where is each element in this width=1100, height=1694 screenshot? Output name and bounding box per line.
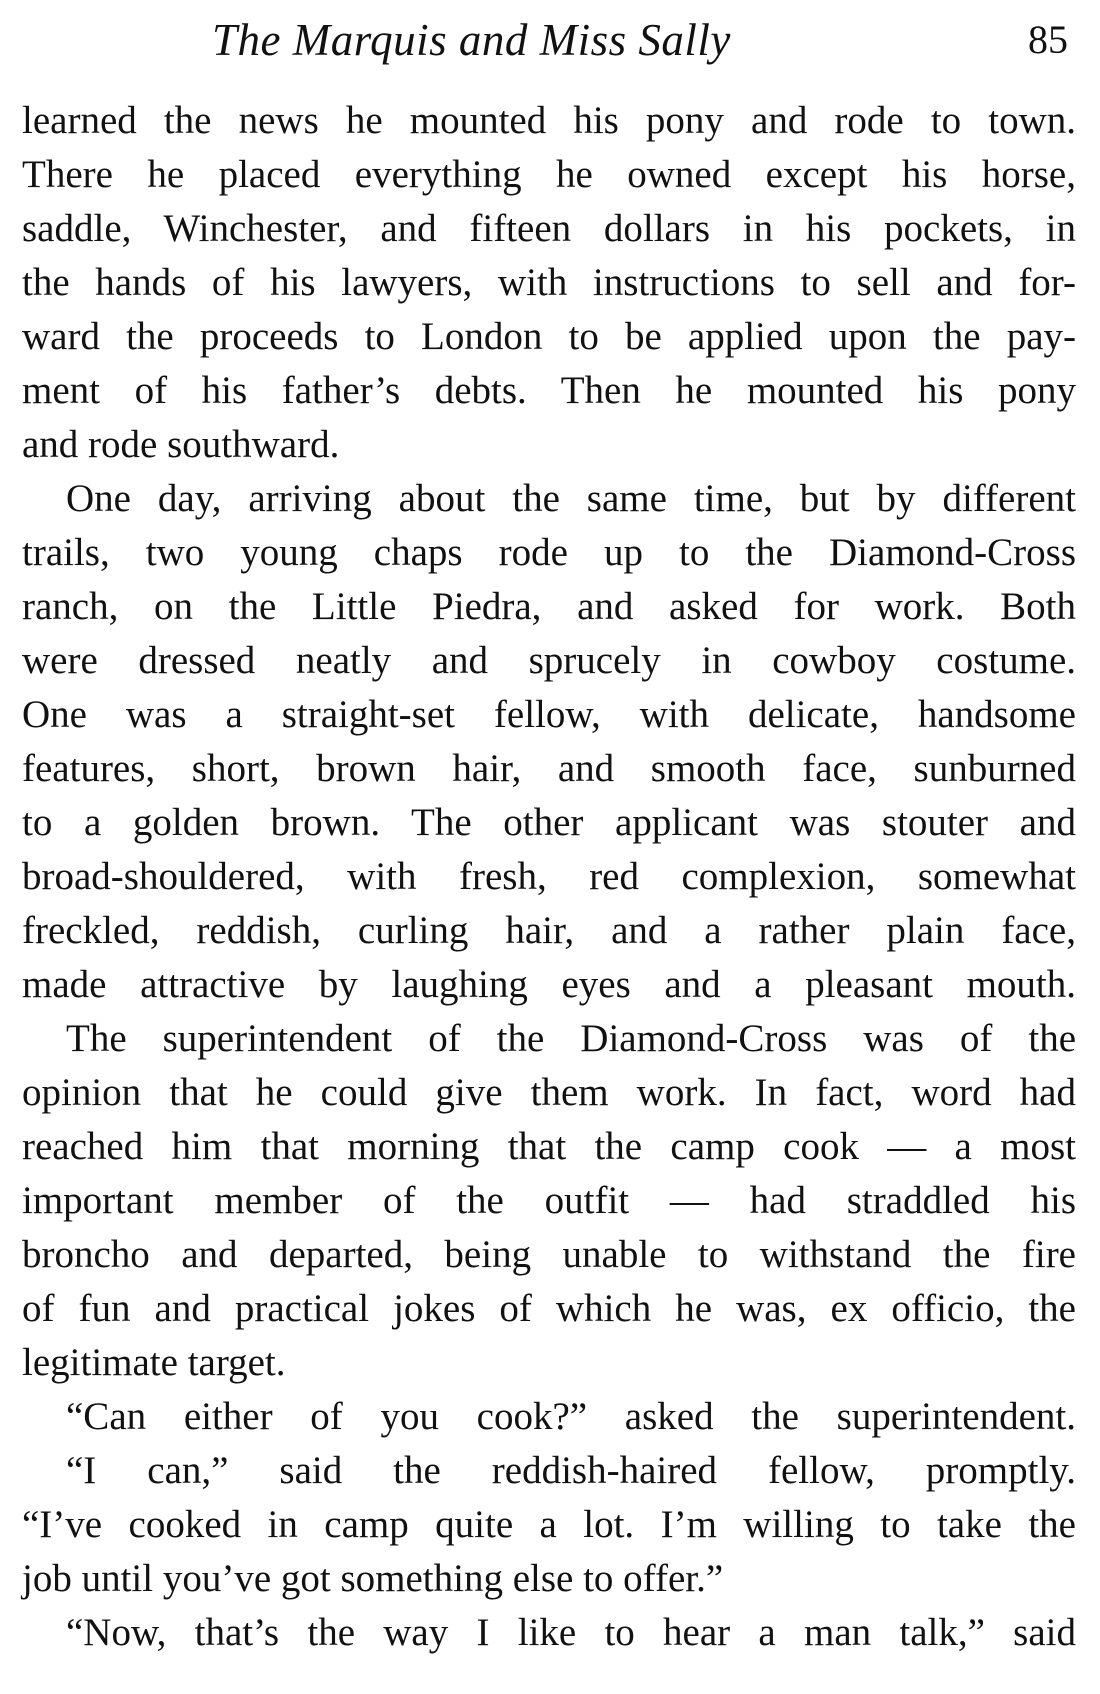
text-line: to a golden brown. The other applicant was stouter and [22,801,1076,844]
text-line: ment of his father’s debts. Then he mounted his pony [22,369,1076,412]
text-line: were dressed neatly and sprucely in cowboy costume. [22,639,1076,682]
text-line: “Now, that’s the way I like to hear a man talk,” said [66,1611,1076,1654]
text-line: trails, two young chaps rode up to the Diamond-Cross [22,531,1076,574]
text-line: “Can either of you cook?” asked the superintendent. [66,1395,1076,1438]
text-line: ranch, on the Little Piedra, and asked for work. Both [22,585,1076,628]
running-head [22,14,1076,76]
text-line: There he placed everything he owned except his horse, [22,153,1076,196]
text-line: the hands of his lawyers, with instructions to sell and for- [22,261,1076,304]
text-line: One was a straight-set fellow, with delicate, handsome [22,693,1076,736]
text-line: ward the proceeds to London to be applied upon the pay- [22,315,1076,358]
text-line: broncho and departed, being unable to withstand the fire [22,1233,1076,1276]
text-line: reached him that morning that the camp cook — a most [22,1125,1076,1168]
text-line: job until you’ve got something else to offer.” [22,1557,724,1600]
text-line: One day, arriving about the same time, but by different [66,477,1076,520]
text-line: freckled, reddish, curling hair, and a rather plain face, [22,909,1076,952]
page-number: 85 [1028,17,1068,62]
text-line: opinion that he could give them work. In fact, word had [22,1071,1076,1114]
text-line: The superintendent of the Diamond-Cross was of the [66,1017,1076,1060]
text-line: legitimate target. [22,1341,286,1384]
text-line: of fun and practical jokes of which he was, ex officio, the [22,1287,1076,1330]
text-line: “I can,” said the reddish-haired fellow, promptly. [66,1449,1076,1492]
text-line: learned the news he mounted his pony and rode to town. [22,99,1076,142]
text-line: broad-shouldered, with fresh, red complexion, somewhat [22,855,1076,898]
running-title: The Marquis and Miss Sally [212,15,731,65]
text-line: and rode southward. [22,423,340,466]
text-line: important member of the outfit — had straddled his [22,1179,1076,1222]
text-line: saddle, Winchester, and fifteen dollars in his pockets, in [22,207,1076,250]
text-line: “I’ve cooked in camp quite a lot. I’m willing to take the [22,1503,1076,1546]
body-text [22,94,1076,1660]
text-line: features, short, brown hair, and smooth face, sunburned [22,747,1076,790]
text-line: made attractive by laughing eyes and a pleasant mouth. [22,963,1076,1006]
